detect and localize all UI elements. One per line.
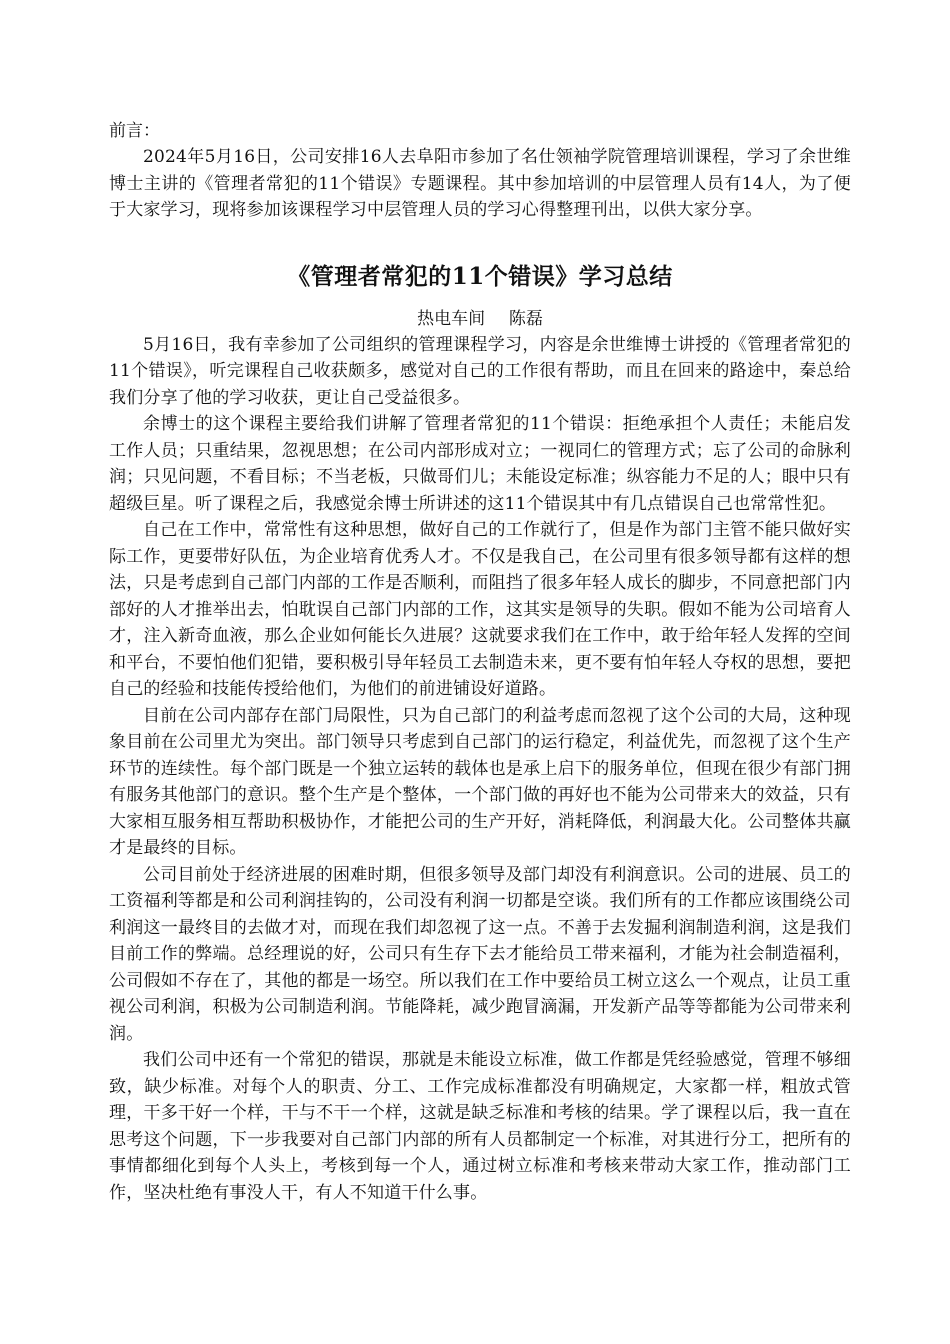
body-paragraph-5: 公司目前处于经济进展的困难时期，但很多领导及部门却没有利润意识。公司的进展、员工的工资福利等都是和公司利润挂钩的，公司没有利润一切都是空谈。我们所有的工作都应该围绕公司利润这一最终目的去做才对，而现在我们却忽视了这一点。不善于去发掘利润制造利润，这是我们目前工作的弊端。总经理说的好，公司只有生存下去才能给员工带来福利，才能为社会制造福利，公司假如不存在了，其他的都是一场空。所以我们在工作中要给员工树立这么一个观点，让员工重视公司利润，积极为公司制造利润。节能降耗，减少跑冒滴漏，开发新产品等等都能为公司带来利润。 (109, 864, 851, 1044)
article-title: 《管理者常犯的11个错误》学习总结 (287, 262, 673, 290)
body-paragraph-3: 自己在工作中，常常性有这种思想，做好自己的工作就行了，但是作为部门主管不能只做好实际工作，更要带好队伍，为企业培育优秀人才。不仅是我自己，在公司里有很多领导都有这样的想法，只是考虑到自己部门内部的工作是否顺利，而阻挡了很多年轻人成长的脚步，不同意把部门内部好的人才推举出去，怕耽误自己部门内部的工作，这其实是领导的失职。假如不能为公司培育人才，注入新奇血液，那么企业如何能长久进展？这就要求我们在工作中，敢于给年轻人发挥的空间和平台，不要怕他们犯错，要积极引导年轻员工去制造未来，更不要有怕年轻人夺权的思想，要把自己的经验和技能传授给他们，为他们的前进铺设好道路。 (109, 520, 851, 699)
byline (109, 306, 851, 332)
preface-paragraph: 2024年5月16日，公司安排16人去阜阳市参加了名仕领袖学院管理培训课程，学习了余世维博士主讲的《管理者常犯的11个错误》专题课程。其中参加培训的中层管理人员有14人，为了便于大家学习，现将参加该课程学习中层管理人员的学习心得整理刊出，以供大家分享。 (109, 147, 851, 220)
body-paragraph-4: 目前在公司内部存在部门局限性，只为自己部门的利益考虑而忽视了这个公司的大局，这种现象目前在公司里尤为突出。部门领导只考虑到自己部门的运行稳定，利益优先，而忽视了这个生产环节的连续性。每个部门既是一个独立运转的载体也是承上启下的服务单位，但现在很少有部门拥有服务其他部门的意识。整个生产是个整体，一个部门做的再好也不能为公司带来大的效益，只有大家相互服务相互帮助积极协作，才能把公司的生产开好，消耗降低，利润最大化。公司整体共赢才是最终的目标。 (109, 705, 851, 858)
document-page (109, 118, 851, 1206)
body-paragraph-1: 5月16日，我有幸参加了公司组织的管理课程学习，内容是余世维博士讲授的《管理者常犯的11个错误》，听完课程自己收获颇多，感觉对自己的工作很有帮助，而且在回来的路途中，秦总给我们分享了他的学习收获，更让自己受益很多。 (109, 334, 851, 408)
body-paragraph-6: 我们公司中还有一个常犯的错误，那就是未能设立标准，做工作都是凭经验感觉，管理不够细致，缺少标准。对每个人的职责、分工、工作完成标准都没有明确规定，大家都一样，粗放式管理，干多干好一个样，干与不干一个样，这就是缺乏标准和考核的结果。学了课程以后，我一直在思考这个问题，下一步我要对自己部门内部的所有人员都制定一个标准，对其进行分工，把所有的事情都细化到每个人头上，考核到每一个人，通过树立标准和考核来带动大家工作，推动部门工作，坚决杜绝有事没人干，有人不知道干什么事。 (109, 1050, 851, 1203)
author-department: 热电车间 (417, 308, 486, 329)
author-name: 陈磊 (508, 308, 543, 329)
body-paragraph-2: 余博士的这个课程主要给我们讲解了管理者常犯的11个错误：拒绝承担个人责任；未能启发工作人员；只重结果，忽视思想；在公司内部形成对立；一视同仁的管理方式；忘了公司的命脉利润；只见问题，不看目标；不当老板，只做哥们儿；未能设定标准；纵容能力不足的人；眼中只有超级巨星。听了课程之后，我感觉余博士所讲述的这11个错误其中有几点错误自己也常常性犯。 (109, 414, 851, 514)
preface-label: 前言： (109, 121, 160, 141)
